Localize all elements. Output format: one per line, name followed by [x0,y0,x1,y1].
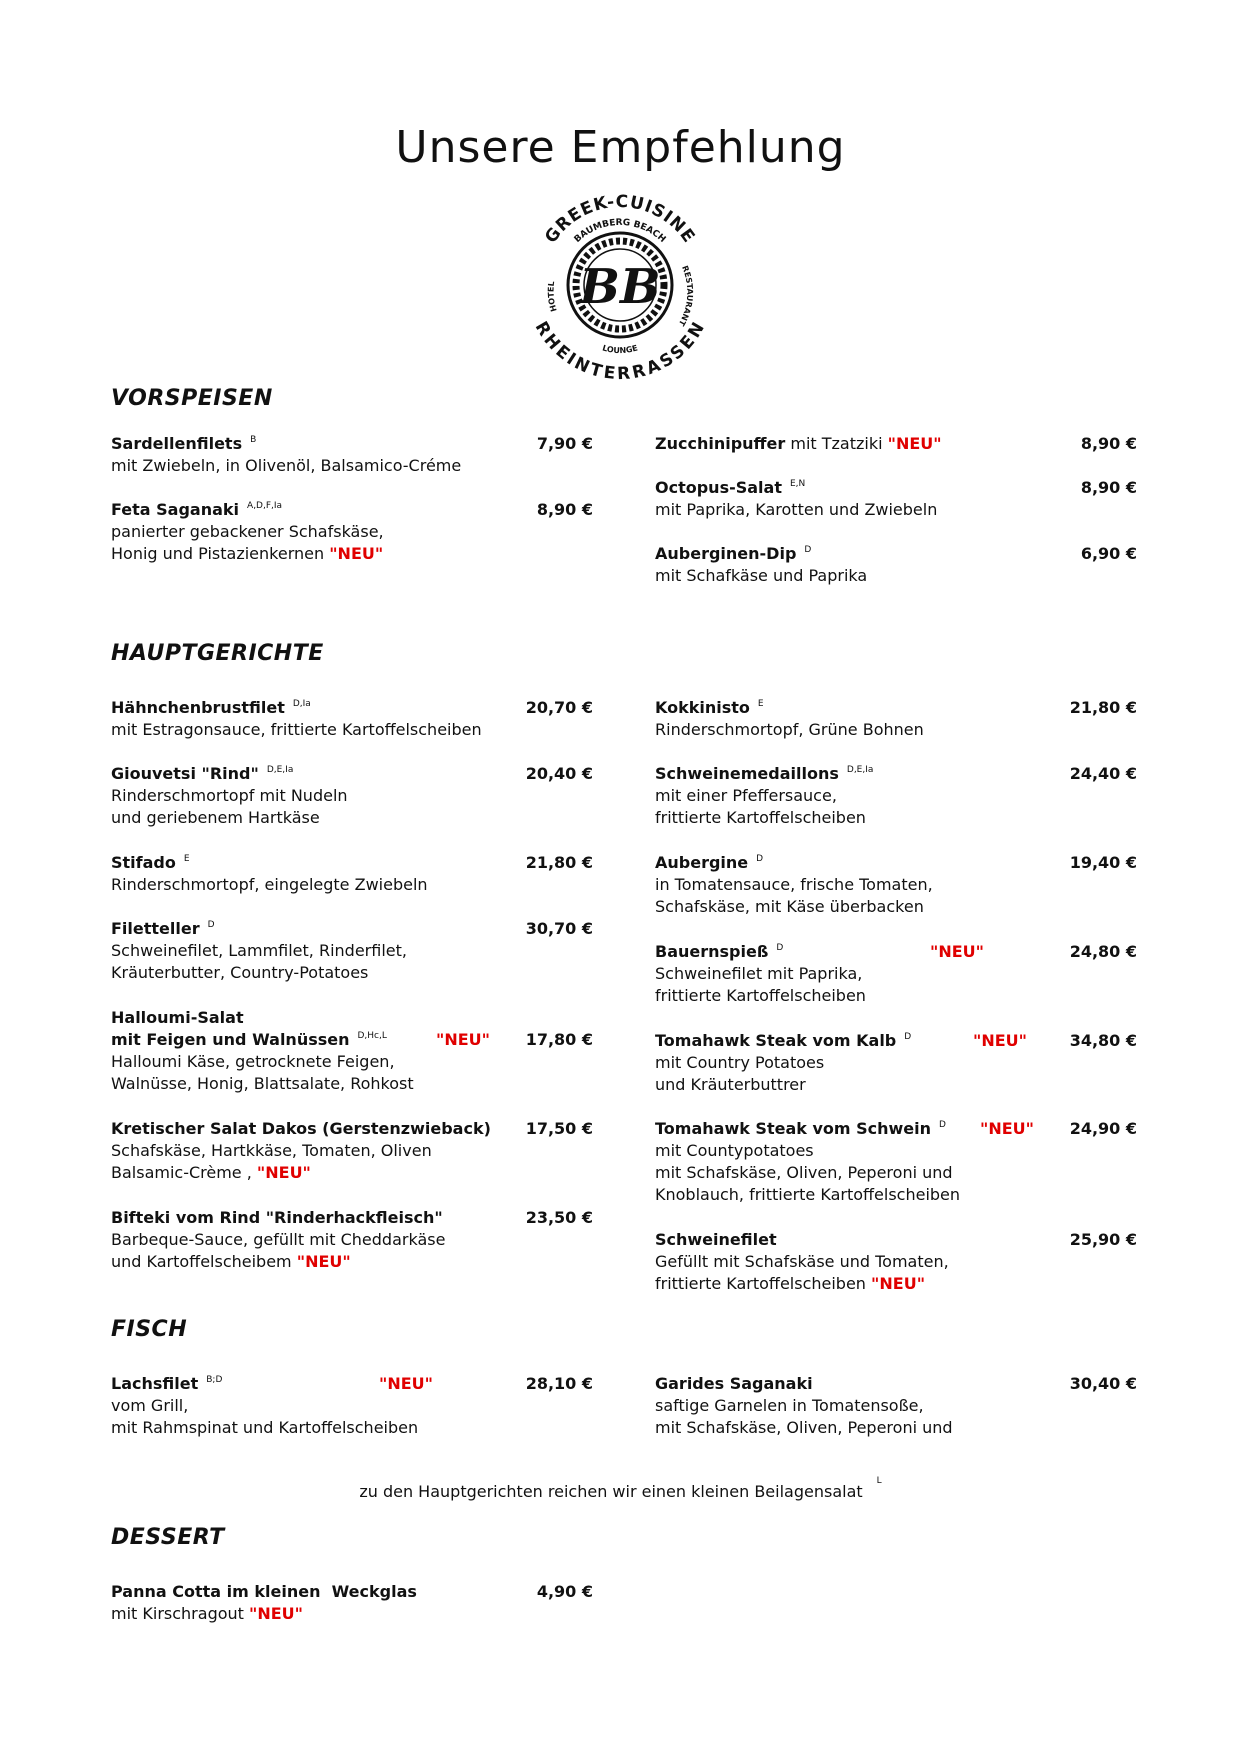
dish-zucchinipuffer [655,433,1137,455]
dish-description: Rinderschmortopf, Grüne Bohnen [655,720,924,739]
allergen-code: E [183,854,190,864]
dish-name-extra: mit Tzatziki [785,434,883,453]
svg-text:BAUMBERG BEACH [573,218,668,245]
dish-tomahawk-schwein [655,1118,1137,1206]
dish-price: 20,70 € [525,698,593,717]
dish-description: mit Paprika, Karotten und Zwiebeln [655,500,938,519]
dish-description: vom Grill, [111,1396,189,1415]
dish-name-line2: mit Feigen und Walnüssen [111,1030,350,1049]
allergen-code: D [804,545,812,555]
dish-bauernspiess [655,941,1137,1007]
dish-lachsfilet [111,1373,593,1439]
dish-price: 8,90 € [536,500,593,519]
dish-name: Panna Cotta im kleinen Weckglas [111,1582,417,1601]
dish-name: Schweinefilet [655,1230,777,1249]
dish-description: Rinderschmortopf, eingelegte Zwiebeln [111,875,428,894]
logo-text-bottom: RHEINTERRASSEN [530,318,710,385]
dish-name: Stifado [111,853,176,872]
dish-name: Bifteki vom Rind "Rinderhackfleisch" [111,1208,443,1227]
dish-price: 6,90 € [1080,544,1137,563]
allergen-code: D [207,920,215,930]
dish-name: Zucchinipuffer [655,434,786,453]
dish-halloumi-salat [111,1007,593,1095]
dish-description: saftige Garnelen in Tomatensoße, [655,1396,924,1415]
dish-name: Bauernspieß [655,942,769,961]
dish-name: Garides Saganaki [655,1374,813,1393]
dish-name: Feta Saganaki [111,500,240,519]
dish-price: 23,50 € [525,1208,593,1227]
dish-name: Hähnchenbrustfilet [111,698,285,717]
dish-name: Schweinemedaillons [655,764,839,783]
svg-text:LOUNGE [601,343,638,355]
allergen-code: D [776,943,784,953]
page-title: Unsere Empfehlung [395,122,846,173]
dish-description: frittierte Kartoffelscheiben [655,986,866,1005]
logo-text-lounge: LOUNGE [601,343,639,356]
dish-description: und geriebenem Hartkäse [111,808,320,827]
dish-sardellenfilets [111,433,593,477]
allergen-code: D,Ia [292,699,311,709]
dish-price: 17,80 € [525,1030,593,1049]
dish-description: Rinderschmortopf mit Nudeln [111,786,348,805]
dish-price: 28,10 € [525,1374,593,1393]
dish-price: 8,90 € [1080,478,1137,497]
dish-description: Schweinefilet mit Paprika, [655,964,863,983]
dish-name: Auberginen-Dip [655,544,797,563]
dish-description: und Kräuterbuttrer [655,1075,806,1094]
dish-name: Halloumi-Salat [111,1008,244,1027]
neu-badge: "NEU" [930,942,984,961]
dish-name: Tomahawk Steak vom Kalb [655,1031,897,1050]
dish-schweinemedaillons [655,763,1137,829]
dish-description: mit Schafskäse, Oliven, Peperoni und [655,1163,953,1182]
dish-price: 34,80 € [1069,1031,1137,1050]
logo-text-inner: BAUMBERG BEACH [572,217,668,245]
dish-description: mit Schafskäse, Oliven, Peperoni und [655,1418,953,1437]
dish-description: und Kartoffelscheibem [111,1252,292,1271]
dish-panna-cotta [111,1581,593,1625]
dish-octopus-salat [655,477,1137,521]
dish-garides-saganaki [655,1373,1137,1439]
dish-price: 20,40 € [525,764,593,783]
dish-name: Filetteller [111,919,200,938]
allergen-code: D [939,1120,946,1130]
neu-badge: "NEU" [249,1604,303,1623]
dish-name: Aubergine [655,853,749,872]
dish-description: mit Rahmspinat und Kartoffelscheiben [111,1418,419,1437]
neu-badge: "NEU" [980,1119,1034,1138]
dish-haehnchenbrustfilet [111,697,593,741]
dish-price: 24,80 € [1069,942,1137,961]
allergen-code: B [250,435,257,445]
dish-name: Kretischer Salat Dakos (Gerstenzwieback) [111,1119,491,1138]
dish-description: Kräuterbutter, Country-Potatoes [111,963,369,982]
section-fisch: FISCH [111,1317,188,1342]
svg-text:HOTEL [546,281,558,313]
dish-description: Barbeque-Sauce, gefüllt mit Cheddarkäse [111,1230,446,1249]
dish-kretischer-salat [111,1118,593,1184]
dish-description: mit Countypotatoes [655,1141,814,1160]
dish-price: 21,80 € [1069,698,1137,717]
dish-name: Sardellenfilets [111,434,243,453]
neu-badge: "NEU" [296,1252,351,1271]
dish-price: 25,90 € [1069,1230,1137,1249]
dish-bifteki [111,1207,593,1273]
dish-feta-saganaki [111,499,593,565]
dish-price: 19,40 € [1069,853,1137,872]
logo-monogram: BB [579,259,661,315]
neu-badge: "NEU" [256,1163,311,1182]
dish-price: 4,90 € [536,1582,593,1601]
dish-description: in Tomatensauce, frische Tomaten, [655,875,933,894]
dish-description: frittierte Kartoffelscheiben [655,1274,866,1293]
dish-description: Balsamic-Crème , [111,1163,252,1182]
allergen-code: E,N [789,479,806,489]
dish-description: Honig und Pistazienkernen [111,544,325,563]
dish-name: Octopus-Salat [655,478,782,497]
logo-text-right: RESTAURANT [676,264,695,328]
neu-badge: "NEU" [973,1031,1027,1050]
dish-description: Gefüllt mit Schafskäse und Tomaten, [655,1252,949,1271]
allergen-code: D [756,854,764,864]
neu-badge: "NEU" [871,1274,926,1293]
allergen-code: B;D [206,1375,223,1385]
allergen-code: D,E,Ia [846,765,874,775]
allergen-code: A,D,F,Ia [247,501,283,511]
neu-badge: "NEU" [887,434,942,453]
section-hauptgerichte: HAUPTGERICHTE [111,641,324,666]
dish-description: Walnüsse, Honig, Blattsalate, Rohkost [111,1074,414,1093]
dish-description: panierter gebackener Schafskäse, [111,522,384,541]
dish-description: Schweinefilet, Lammfilet, Rinderfilet, [111,941,407,960]
dish-description: frittierte Kartoffelscheiben [655,808,866,827]
dish-name: Kokkinisto [655,698,750,717]
dish-tomahawk-kalb [655,1030,1137,1096]
dish-price: 30,70 € [525,919,593,938]
dish-description: mit einer Pfeffersauce, [655,786,837,805]
neu-badge: "NEU" [379,1374,433,1393]
logo-text-top: GREEK-CUISINE [541,191,699,248]
side-salad-note [0,1476,1241,1501]
dish-price: 30,40 € [1069,1374,1137,1393]
logo-text-left: HOTEL [546,280,559,313]
dish-description: mit Zwiebeln, in Olivenöl, Balsamico-Créme [111,456,462,475]
dish-price: 17,50 € [525,1119,593,1138]
dish-schweinefilet [655,1229,1137,1295]
dish-giouvetsi [111,763,593,829]
section-vorspeisen: VORSPEISEN [111,386,273,411]
allergen-code: E [757,699,764,709]
allergen-code: D,E,Ia [266,765,294,775]
dish-description: mit Country Potatoes [655,1053,825,1072]
dish-name: Lachsfilet [111,1374,199,1393]
dish-price: 21,80 € [525,853,593,872]
dish-description: Schafskäse, mit Käse überbacken [655,897,924,916]
dish-price: 7,90 € [536,434,593,453]
dish-filetteller [111,918,593,984]
dish-stifado [111,852,593,896]
note-text: zu den Hauptgerichten reichen wir einen kleinen Beilagensalat [359,1482,863,1501]
dish-description: mit Schafkäse und Paprika [655,566,868,585]
dish-price: 24,40 € [1069,764,1137,783]
svg-text:RESTAURANT [676,264,694,327]
neu-badge: "NEU" [436,1030,490,1049]
dish-description: Knoblauch, frittierte Kartoffelscheiben [655,1185,961,1204]
dish-name: Tomahawk Steak vom Schwein [655,1119,932,1138]
restaurant-logo [520,185,720,385]
dish-kokkinisto [655,697,1137,741]
dish-price: 8,90 € [1080,434,1137,453]
dish-aubergine [655,852,1137,918]
dish-description: mit Estragonsauce, frittierte Kartoffelscheiben [111,720,482,739]
dish-price: 24,90 € [1069,1119,1137,1138]
neu-badge: "NEU" [329,544,384,563]
dish-auberginen-dip [655,543,1137,587]
section-dessert: DESSERT [111,1525,225,1550]
dish-name: Giouvetsi "Rind" [111,764,259,783]
dish-description: Schafskäse, Hartkkäse, Tomaten, Oliven [111,1141,432,1160]
dish-description: mit Kirschragout [111,1604,244,1623]
allergen-code: D [904,1032,912,1042]
allergen-code: L [876,1476,882,1486]
dish-description: Halloumi Käse, getrocknete Feigen, [111,1052,395,1071]
allergen-code: D,Hc,L [357,1031,387,1041]
